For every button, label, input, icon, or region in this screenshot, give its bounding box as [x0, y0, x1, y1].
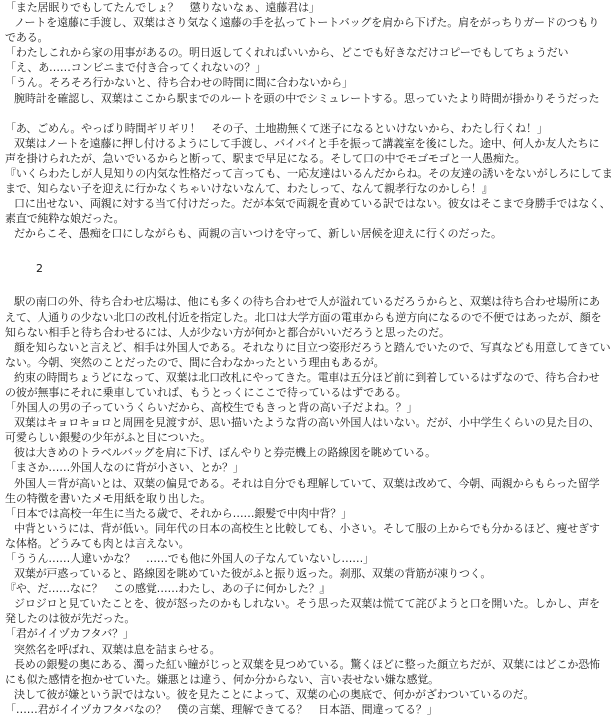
section-spacer: [2, 241, 568, 259]
dialog-line: 「また居眠りでもしてたんでしょ？ 懲りないなぁ、遠藤君は」: [5, 1, 320, 14]
text-line: 約束の時間ちょうどになって、双葉は北口改札にやってきた。電車は五分ほど前に到着しているはずなので、待ち合わせ: [14, 370, 600, 384]
dialog-line: 『いくらわたしが人見知りの内気な性格だって言っても、一応友達はいるんだからね。その友達の誘いをないがしろにしてま: [5, 166, 613, 180]
text-line: 口に出せない、両親に対する当て付けだった。だが本気で両親を責めている訳ではない。彼女はそこまで身勝手ではなく、: [14, 197, 611, 211]
text-line: 双葉はキョロキョロと周囲を見渡すが、思い描いたような背の高い外国人はいない。だが、小中学生くらいの見た目の、: [14, 416, 600, 430]
dialog-line: 「うん。そろそろ行かないと、待ち合わせの時間に間に合わないから」: [5, 76, 353, 90]
dialog-line: 「あ、ごめん。やっぱり時間ギリギリ！ その子、土地勘無くて迷子になるといけないから、わたし行くね！」: [5, 121, 548, 135]
dialog-line: 「え、あ……コンビニまで付き合ってくれないの？」: [5, 61, 267, 75]
text-line: 素直で純粋な娘だった。: [5, 212, 125, 226]
text-line: 双葉が戸惑っていると、路線図を眺めていた彼がふと振り返った。刹那、双葉の背筋が凍りつく。: [14, 567, 492, 581]
text-line: 腕時計を確認し、双葉はここから駅までのルートを頭の中でシミュレートする。思っていたより時間が掛かりそうだった: [14, 91, 600, 105]
text-part-1: [2, 0, 613, 241]
text-line: 突然名を呼ばれ、双葉は息を詰まらせる。: [14, 642, 221, 656]
text-line: まで、知らない子を迎えに行かなくちゃいけないなんて、わたしって、なんて親孝行なのかしら！』: [5, 182, 493, 196]
text-line: 中背というには、背が低い。同年代の日本の高校生と比較しても、小さい。そして服の上からでも分かるほど、痩せぎす: [14, 521, 600, 535]
text-line: 顔を知らないと言えど、相手は外国人である。それなりに目立つ姿形だろうと踏んでいたので、写真なども用意してきてい: [14, 340, 611, 354]
text-line: である。: [5, 31, 49, 45]
text-line: 駅の南口の外、待ち合わせ広場は、他にも多くの待ち合わせで人が溢れているだろうからと、双葉は待ち合わせ場所にあ: [14, 295, 600, 309]
section-number: 2: [36, 262, 43, 276]
dialog-line: 「まさか……外国人なのに背が小さい、とか？」: [5, 461, 244, 475]
text-line: 長めの銀髪の奥にある、濁った紅い瞳がじっと双葉を見つめている。驚くほどに整った顔立ちだが、双葉にはどこか恐怖: [14, 657, 600, 671]
dialog-line: 「わたしこれから家の用事があるの。明日返してくれればいいから、どこでも好きなだけコピーでもしてちょうだい: [5, 46, 569, 60]
text-line: だからこそ、愚痴を口にしながらも、両親の言いつけを守って、新しい居候を迎えに行くのだった。: [14, 227, 502, 241]
text-line: 決して彼が嫌という訳ではない。彼を見たことによって、双葉の心の奥底で、何かがざわついているのだ。: [14, 687, 535, 701]
text-line: な体格。どうみても肉とは言えない。: [5, 536, 190, 550]
text-line: えて、人通りの少ない北口の改札付近を指定した。北口は大学方面の電車からも逆方向になるので不便ではあったが、顔を: [5, 310, 602, 324]
dialog-line: 『や、だ……なに？ この感覚……わたし、あの子に何かした？』: [5, 582, 331, 596]
text-line: の彼が無事にそれに乗車していれば、もうとっくにここで待っているはずである。: [5, 385, 407, 399]
text-line: 生の特徴を書いたメモ用紙を取り出した。: [5, 491, 212, 505]
text-part-2: [2, 294, 611, 717]
text-line: ない。今朝、突然のことだったので、間に合わなかったという理由もあるが。: [5, 355, 385, 369]
dialog-line: 「外国人の男の子っていうくらいだから、高校生でもきっと背の高い子だよね。？」: [5, 401, 418, 415]
text-line: にも似た感情を抱かせていた。嫌悪とは違う、何か分からない、言い表せない嫌な感覚。: [5, 672, 439, 686]
dialog-line: 「……君がイイヅカフタバなの？ 僕の言葉、理解できてる？ 日本語、間違ってる？」: [5, 702, 438, 716]
text-line: 双葉はノートを遠藤に押し付けるようにして手渡し、バイバイと手を振って講義室を後にした。途中、何人か友人たちに: [14, 136, 600, 150]
text-line: 外国人＝背が高いとは、双葉の偏見である。それは自分でも理解していて、双葉は改めて、今朝、両親からもらった留学: [14, 476, 600, 490]
text-line: 彼は大きめのトラベルバッグを肩に下げ、ぼんやりと券売機上の路線図を眺めている。: [14, 446, 436, 460]
blank-line: [2, 106, 568, 121]
dialog-line: 「ううん……人違いかな？ ……でも他に外国人の子なんていないし……」: [5, 552, 374, 565]
text-line: 発したのは彼が先だった。: [5, 612, 136, 626]
dialog-line: 「日本では高校一年生に当たる歳で、それから……銀髪で中肉中背？」: [5, 506, 352, 520]
dialog-line: 「君がイイヅカフタバ？」: [5, 627, 134, 641]
section-spacer: [2, 279, 568, 294]
text-line: ジロジロと見ていたことを、彼が怒ったのかもしれない。そう思った双葉は慌てて詫びようと口を開いた。しかし、声を: [14, 597, 600, 611]
text-line: 知らない相手と待ち合わせるには、人が少ない方が何かと都合がいいだろうと思ったのだ。: [5, 325, 450, 339]
text-line: ノートを遠藤に手渡し、双葉はさり気なく遠藤の手を払ってトートバッグを肩から下げた。肩をがっちりガードのつもり: [14, 16, 600, 30]
text-line: 可愛らしい銀髪の少年がふと目についた。: [5, 431, 211, 445]
text-line: 声を掛けられたが、急いでいるからと断って、駅まで早足になる。そして口の中でモゴモゴと一人愚痴た。: [5, 151, 526, 165]
